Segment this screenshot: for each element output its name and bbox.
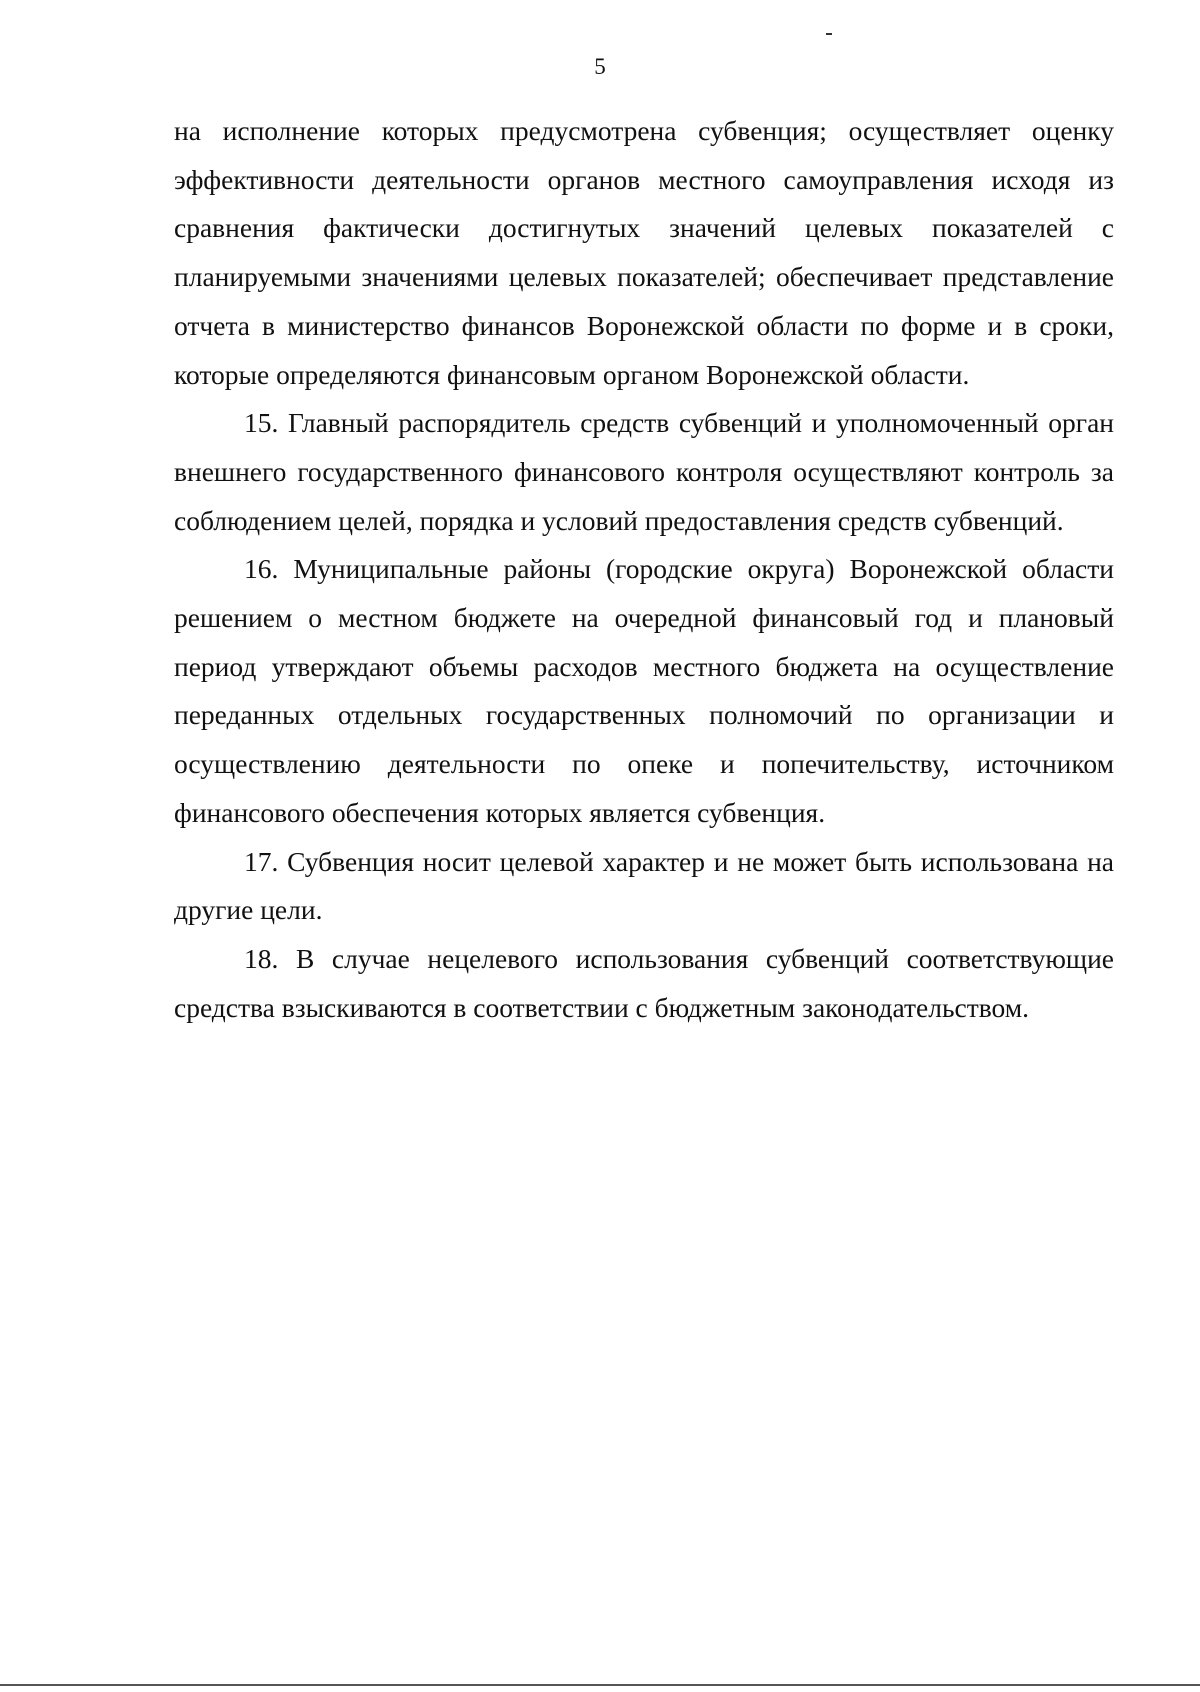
document-body	[174, 107, 1114, 1032]
paragraph-continuation: на исполнение которых предусмотрена субвенция; осуществляет оценку эффективности деятельности органов местного самоуправления исходя из сравнения фактически достигнутых значений целевых показателей с планируемыми значениями целевых показателей; обеспечивает представление отчета в министерство финансов Воронежской области по форме и в сроки, которые определяются финансовым органом Воронежской области.	[174, 115, 1114, 390]
scan-speck	[826, 33, 832, 35]
paragraph-15: 15. Главный распорядитель средств субвенций и уполномоченный орган внешнего государственного финансового контроля осуществляют контроль за соблюдением целей, порядка и условий предоставления средств субвенций.	[174, 407, 1114, 536]
paragraph-17: 17. Субвенция носит целевой характер и не может быть использована на другие цели.	[174, 845, 1114, 926]
page-number: 5	[594, 54, 606, 79]
page-bottom-rule	[0, 1684, 1200, 1686]
paragraph-16: 16. Муниципальные районы (городские округа) Воронежской области решением о местном бюджете на очередной финансовый год и плановый период утверждают объемы расходов местного бюджета на осуществление переданных отдельных государственных полномочий по организации и осуществлению деятельности по опеке и попечительству, источником финансового обеспечения которых является субвенция.	[174, 553, 1114, 828]
paragraph-18: 18. В случае нецелевого использования субвенций соответствующие средства взыскиваются в соответствии с бюджетным законодательством.	[174, 942, 1114, 1023]
